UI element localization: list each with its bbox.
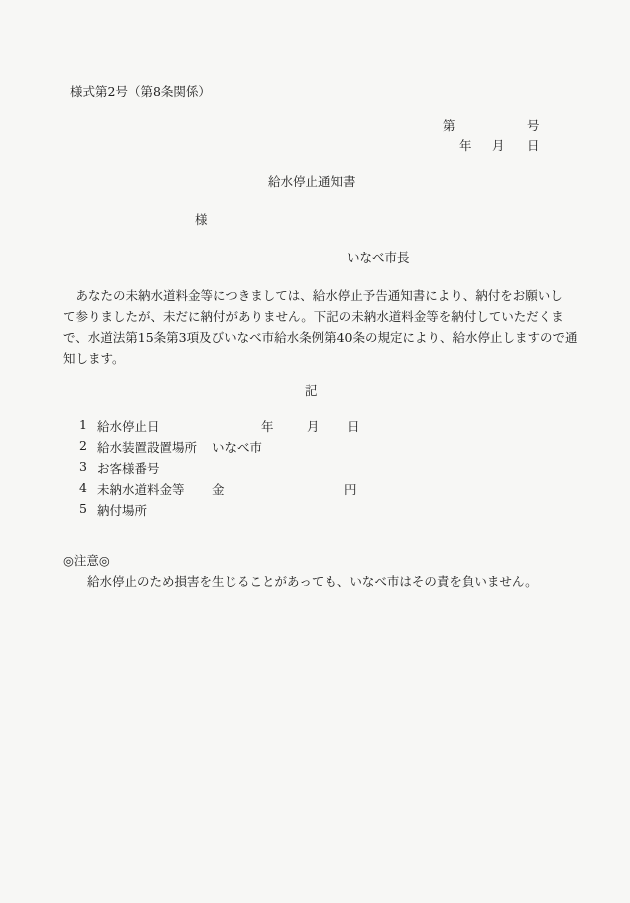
doc-number-prefix: 第: [443, 118, 456, 133]
date-year-label: 年: [459, 138, 472, 153]
note-text: 給水停止のため損害を生じることがあっても、いなべ市はその責を負いません。: [87, 574, 538, 589]
item-number: 4: [79, 480, 87, 495]
item-label: お客様番号: [97, 461, 160, 476]
list-item-stop-date: [0, 417, 630, 435]
body-line-3: で、水道法第15条第3項及びいなべ市給水条例第40条の規定により、給水停止しますので通: [63, 330, 578, 345]
date-day-label: 日: [527, 138, 540, 153]
body-paragraph: [63, 285, 578, 369]
item-value: いなべ市: [212, 440, 263, 455]
body-line-4: 知します。: [63, 351, 125, 366]
list-item-customer-number: [0, 459, 630, 477]
item-month-label: 月: [307, 419, 320, 434]
page-title: 給水停止通知書: [268, 174, 356, 189]
form-number: 様式第2号（第8条関係）: [70, 84, 211, 99]
item-amount-unit: 円: [344, 482, 357, 497]
item-label: 給水停止日: [97, 419, 160, 434]
body-line-2: て参りましたが、未だに納付がありません。下記の未納水道料金等を納付していただくま: [63, 309, 564, 324]
list-item-payment-place: [0, 501, 630, 519]
date-month-label: 月: [492, 138, 505, 153]
body-line-1: あなたの未納水道料金等につきましては、給水停止予告通知書により、納付をお願いし: [75, 288, 563, 303]
item-year-label: 年: [261, 419, 274, 434]
item-label: 納付場所: [97, 503, 148, 518]
list-item-unpaid-charges: [0, 480, 630, 498]
item-number: 5: [79, 501, 87, 516]
sender-name: いなべ市長: [347, 250, 410, 265]
item-number: 1: [79, 417, 87, 432]
note-heading: ◎注意◎: [63, 553, 110, 568]
doc-number-suffix: 号: [527, 118, 540, 133]
ki-heading: 記: [305, 383, 318, 398]
item-number: 3: [79, 459, 87, 474]
addressee-suffix: 様: [195, 212, 208, 227]
item-label: 給水装置設置場所: [97, 440, 198, 455]
item-day-label: 日: [347, 419, 360, 434]
item-number: 2: [79, 438, 87, 453]
item-amount-prefix: 金: [212, 482, 225, 497]
item-label: 未納水道料金等: [97, 482, 185, 497]
list-item-installation-place: [0, 438, 630, 456]
